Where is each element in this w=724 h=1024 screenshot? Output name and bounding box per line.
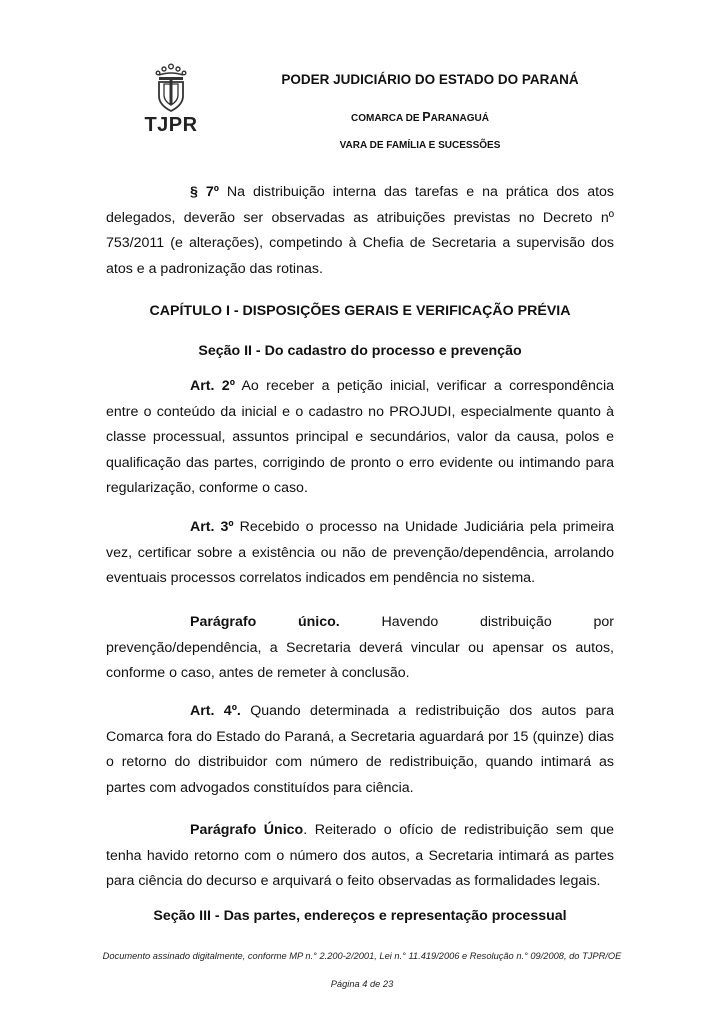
chapter-heading: CAPÍTULO I - DISPOSIÇÕES GERAIS E VERIFICAÇÃO PRÉVIA (149, 303, 571, 319)
paragraph-7: § 7º Na distribuição interna das tarefas e na prática dos atos delegados, deverão ser observadas as atribuições previstas no Decreto nº 753/2011 (e alterações), competindo à Chefia de Secretaria a supervisão dos atos e a padronização das rotinas. (106, 184, 615, 277)
page-number: Página 4 de 23 (330, 979, 394, 989)
article-4: Art. 4º. Quando determinada a redistribuição dos autos para Comarca fora do Estado do Paraná, a Secretaria aguardará por 15 (quinze) dias o retorno do distribuidor com número de redistribuição, quando intimará as partes com advogados constituídos para ciência. (106, 703, 615, 796)
tjpr-logo (143, 63, 199, 135)
vara-title: VARA DE FAMÍLIA E SUCESSÕES (339, 140, 501, 151)
signature-note: Documento assinado digitalmente, conforme MP n.° 2.200-2/2001, Lei n.° 11.419/2006 e Resolução n.° 09/2008, do TJPR/OE (102, 951, 622, 961)
article-2: Art. 2º Ao receber a petição inicial, verificar a correspondência entre o conteúdo da inicial e o cadastro no PROJUDI, especialmente quanto à classe processual, assuntos principal e secundários, valor da causa, polos e qualificação das partes, corrigindo de pronto o erro evidente ou intimando para regularização, conforme o caso. (106, 378, 614, 496)
logo-text: TJPR (144, 114, 198, 136)
court-title: PODER JUDICIÁRIO DO ESTADO DO PARANÁ (281, 72, 579, 87)
article-4-paragraph: Parágrafo Único. Reiterado o ofício de redistribuição sem que tenha havido retorno com o número dos autos, a Secretaria intimará as partes para ciência do decurso e arquivará o feito observadas as formalidades legais. (106, 822, 614, 889)
article-3: Art. 3º Recebido o processo na Unidade Judiciária pela primeira vez, certificar sobre a existência ou não de prevenção/dependência, arrolando eventuais processos correlatos indicados em pendência no sistema. (106, 519, 614, 586)
section-2-heading: Seção II - Do cadastro do processo e prevenção (198, 343, 522, 359)
comarca-title: COMARCA DE PARANAGUÁ (351, 110, 489, 124)
article-3-paragraph: Parágrafo único. Havendo distribuição por prevenção/dependência, a Secretaria deverá vincular ou apensar os autos, conforme o caso, antes de remeter à conclusão. (106, 614, 615, 681)
tjpr-crest-icon (154, 63, 188, 113)
section-3-heading: Seção III - Das partes, endereços e representação processual (153, 908, 567, 924)
